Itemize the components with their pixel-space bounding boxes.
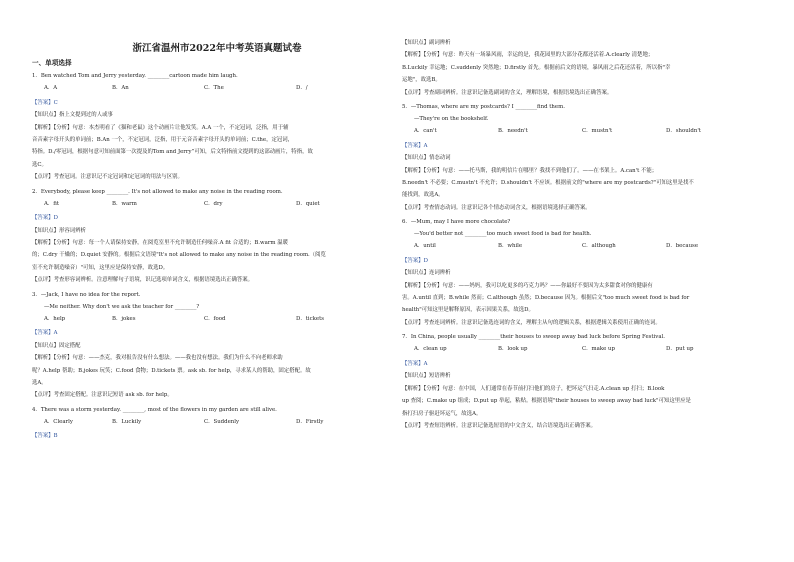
q1-analysis-3: 特指。D./零冠词，根据句意可知前面第一次提及的Tom and Jerry”可知，后文特指前文提到的这部动画片，特指，故 <box>32 149 313 156</box>
left-column <box>32 0 402 443</box>
q5-analysis-2: B.needn't 不必要；C.mustn't 不允许；D.shouldn't 不应该。根据前文的"where are my postcards?"可知这里是找不 <box>402 179 694 186</box>
q5-analysis-1: 【解析】【分析】句意：——托马斯，我的明信片在哪里？我找不到他们了。——在书架上。A.can't 不能； <box>402 167 658 174</box>
q3-knowledge-point: 【知识点】固定搭配 <box>32 342 81 349</box>
q6-option-b: B．while <box>498 243 523 250</box>
q3-analysis-2: 呢？A.help 帮助；B.jokes 玩笑；C.food 食物；D.tickets 票。ask sb. for help，寻求某人的帮助，固定搭配。故 <box>32 367 311 374</box>
q4-option-a: A．Clearly <box>44 418 73 425</box>
q7-analysis-1: 【解析】【分析】句意：在中国，人们通常在春节前打扫他们的房子，把坏运气扫走.A.clean up 打扫；B.look <box>402 385 665 392</box>
q7-option-d: D．put up <box>666 346 694 353</box>
q4-answer: 【答案】B <box>32 433 58 440</box>
page-title: 浙江省温州市2022年中考英语真题试卷 <box>132 43 302 54</box>
q2-review: 【点评】考查形容词辨析。注意理解句子语境，识记选项单词含义，根据语境选出正确答案。 <box>32 277 254 284</box>
q4-option-d: D．Firstly <box>296 418 324 425</box>
q2-analysis-2: 的；C.dry 干燥的；D.quiet 安静的。根据后文语境"It's not allowed to make any noise in the reading room.（阅览 <box>32 252 326 259</box>
q2-knowledge-point: 【知识点】形容词辨析 <box>32 227 86 234</box>
q4-options <box>32 419 402 426</box>
q3-review: 【点评】考查固定搭配。注意识记短语 ask sb. for help。 <box>32 392 173 399</box>
q3-explanation <box>32 327 402 401</box>
q1-analysis-2: 音音素字母开头的单词前；B.An 一个，不定冠词，泛指，用于元音音素字母开头的单词前；C.the，定冠词， <box>32 136 294 143</box>
q5-option-d: D．shouldn't <box>666 128 701 135</box>
q4-analysis-1: 【解析】【分析】句意：昨天有一场暴风雨，幸运的是，我花园里的大部分花都还活着.A.clearly 清楚地； <box>402 52 654 59</box>
q4-explanation <box>402 37 772 99</box>
q1-explanation <box>32 97 402 184</box>
q6-explanation <box>402 255 772 329</box>
q6-review: 【点评】考查连词辨析。注意识记备选连词的含义，理解主从句的逻辑关系，根据逻辑关系使用正确的连词。 <box>402 319 661 326</box>
q4-review: 【点评】考查副词辨析。注意识记备选副词的含义，理解语境，根据语境选出正确答案。 <box>402 89 613 96</box>
q1-knowledge-point: 【知识点】指上文提到过的人或事 <box>32 112 113 119</box>
q6-knowledge-point: 【知识点】连词辨析 <box>402 270 451 277</box>
q1-option-a: A．A <box>44 85 58 91</box>
q7-options <box>402 346 772 353</box>
q7-option-c: C．make up <box>582 346 615 353</box>
q1-answer: 【答案】C <box>32 99 58 106</box>
q6-option-d: D．because <box>666 243 699 250</box>
q5-options <box>402 128 772 135</box>
q3-analysis-1: 【解析】【分析】句意：——杰克，我对报告没有什么想法。——我也没有想法。我们为什么不向老师求助 <box>32 355 283 362</box>
q4-knowledge-point: 【知识点】副词辨析 <box>402 40 451 46</box>
q5-option-c: C．mustn't <box>582 128 613 135</box>
q2-option-a: A．fit <box>44 200 60 207</box>
q4-option-b: B．Luckily <box>112 418 142 425</box>
q2-analysis-1: 【解析】【分析】句意：每一个人请保持安静，在阅览室里不允许制造任何噪音.A fit 合适的；B.warm 温暖 <box>32 240 289 247</box>
q7-answer: 【答案】A <box>402 360 428 367</box>
q5-option-a: A．can't <box>414 128 437 135</box>
q2-explanation <box>32 212 402 286</box>
q7-option-b: B．look up <box>498 346 528 353</box>
q3-option-d: D．tickets <box>296 315 325 322</box>
q1-analysis-1: 【解析】【分析】句意：本杰明看了《猫和老鼠》这个动画片让他发笑。A.A 一个，不定冠词，泛指，用于辅 <box>32 124 289 131</box>
q2-stem: 2．Everybody, please keep ________. It's not allowed to make any noise in the reading room. <box>32 188 283 195</box>
q7-analysis-3: 指打扫房子驱赶坏运气，故选A。 <box>402 410 482 417</box>
q6-option-a: A．until <box>414 243 436 250</box>
q2-options <box>32 201 402 208</box>
q4-answer-block <box>32 430 402 442</box>
q3-options <box>32 316 402 323</box>
q7-stem: 7．In China, people usually ________their houses to sweep away bad luck before Spring Festival. <box>402 334 666 341</box>
q6-stem-1: 6．—Mum, may I have more chocolate? <box>402 219 511 226</box>
q6-stem-2: —You'd better not ________too much sweet food is bad for health. <box>414 231 592 238</box>
q3-option-b: B．jokes <box>112 315 136 322</box>
q6-analysis-1: 【解析】【分析】句意：——妈妈，我可以吃更多的巧克力吗？——你最好不要因为太多甜食对你的健康有 <box>402 282 653 289</box>
q7-review: 【点评】考查短语辨析。注意识记备选短语的中文含义，结合语境选出正确答案。 <box>402 423 597 429</box>
q4-analysis-2: B.Luckily 幸运地；C.suddenly 突然地；D.firstly 首先。根据前后文的语境，暴风雨之后花还活着，所以指"幸 <box>402 64 671 71</box>
q7-option-a: A．clean up <box>414 346 447 353</box>
q7-analysis-2: up 查阅；C.make up 组成；D.put up 举起，粘贴。根据语境"their houses to sweep away bad luck"可知这里应是 <box>402 398 691 405</box>
q1-review: 【点评】考查冠词。注意识记不定冠词和定冠词的用法与区别。 <box>32 174 183 181</box>
q5-answer: 【答案】A <box>402 142 428 149</box>
q1-analysis-4: 选C。 <box>32 161 47 168</box>
q3-option-c: C．food <box>204 315 226 322</box>
q2-option-c: C．dry <box>204 200 223 207</box>
right-column <box>402 0 772 432</box>
q2-answer: 【答案】D <box>32 215 58 222</box>
q3-option-a: A．help <box>44 315 66 322</box>
q1-options <box>32 85 402 92</box>
q5-review: 【点评】考查情态动词。注意识记各个情态动词含义，根据语境选择正确答案。 <box>402 204 591 211</box>
q1-option-b: B．An <box>112 85 129 91</box>
q5-analysis-3: 能找到，故选A。 <box>402 192 444 199</box>
q2-analysis-3: 室不允许制造噪音）"可知，这里应是保持安静，故选D。 <box>32 264 169 271</box>
q4-stem: 4．There was a storm yesterday. ________, most of the flowers in my garden are still alive. <box>32 406 277 413</box>
q7-knowledge-point: 【知识点】短语辨析 <box>402 373 451 380</box>
q6-option-c: C．although <box>582 243 616 250</box>
q1-stem: 1．Ben watched Tom and Jerry yesterday. ________cartoon made him laugh. <box>32 73 238 79</box>
q5-knowledge-point: 【知识点】情态动词 <box>402 155 451 162</box>
q1-option-c: C．The <box>204 85 224 91</box>
q5-option-b: B．needn't <box>498 128 528 135</box>
q3-stem-1: 3．—Jack, I have no idea for the report. <box>32 291 141 298</box>
q6-options <box>402 243 772 250</box>
section-heading: 一、单项选择 <box>32 59 72 67</box>
q3-analysis-3: 选A。 <box>32 379 47 386</box>
q4-analysis-3: 运地"，故选B。 <box>402 77 441 84</box>
q4-option-c: C．Suddenly <box>204 418 240 425</box>
q6-answer: 【答案】D <box>402 257 428 264</box>
q7-explanation <box>402 358 772 432</box>
q5-stem-2: —They're on the bookshelf. <box>414 116 489 123</box>
q2-option-d: D．quiet <box>296 200 320 207</box>
q6-analysis-3: health"可知这里是解释原因，表示因果关系，故选D。 <box>402 307 534 314</box>
q2-option-b: B．warm <box>112 200 137 207</box>
q6-analysis-2: 害。A.until 直到；B.while 然而；C.although 虽然；D.because 因为。根据后文"too much sweet food is bad for <box>402 295 690 302</box>
q5-stem-1: 5．—Thomas, where are my postcards? I ________find them. <box>402 104 565 111</box>
q3-answer: 【答案】A <box>32 330 58 337</box>
q5-explanation <box>402 140 772 214</box>
q3-stem-2: —Me neither. Why don't we ask the teacher for ________? <box>44 303 200 310</box>
q1-option-d: D．/ <box>296 85 308 91</box>
